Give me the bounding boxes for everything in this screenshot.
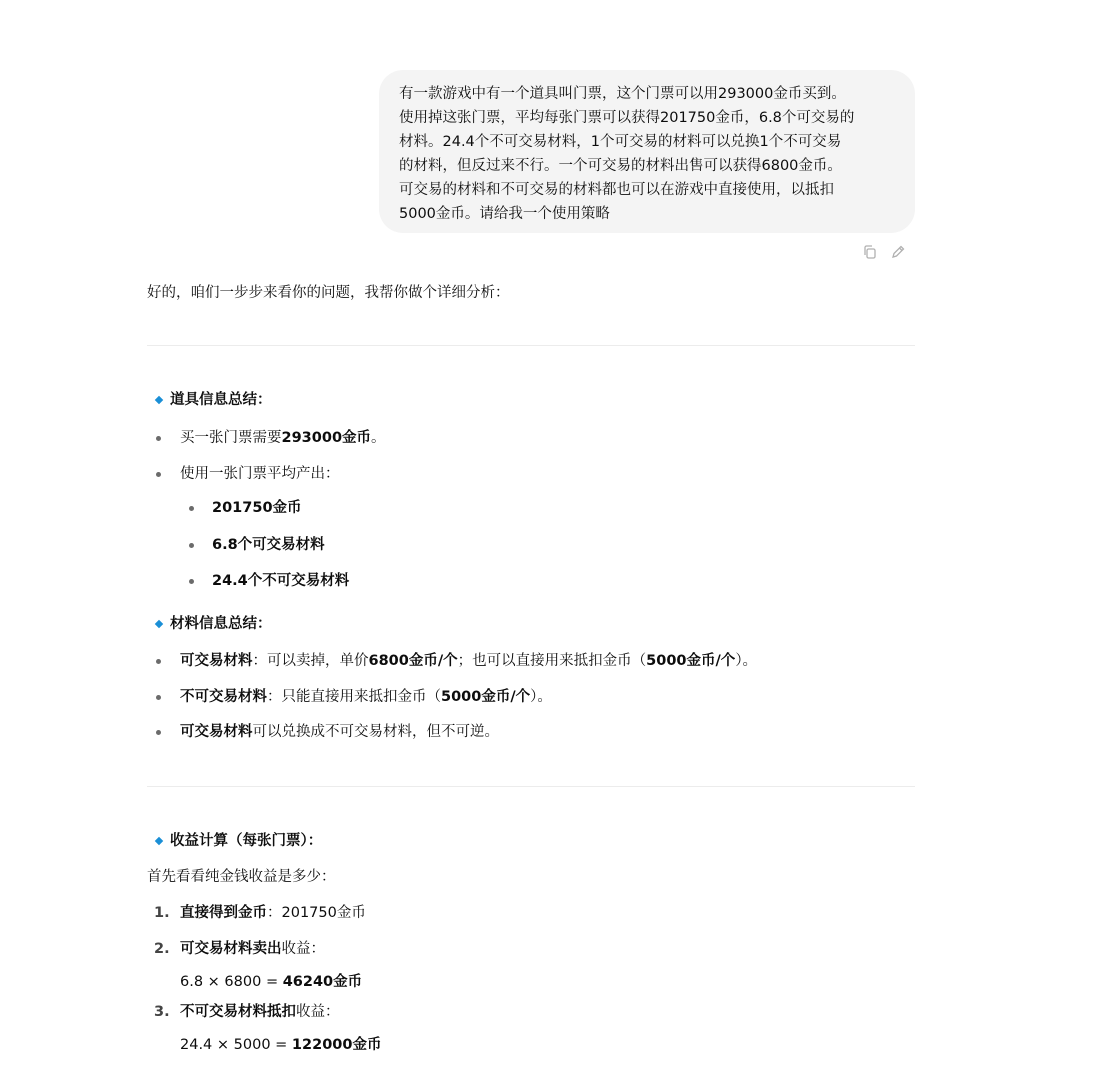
section-heading-text: 材料信息总结： <box>170 616 272 632</box>
bullet-icon <box>156 730 161 735</box>
diamond-icon <box>155 396 163 404</box>
bullet-icon <box>189 579 194 584</box>
ordered-list-item <box>154 1001 382 1056</box>
calc-line <box>180 1034 381 1056</box>
list-item <box>180 650 757 672</box>
list-item <box>180 463 340 485</box>
list-item <box>180 427 386 449</box>
list-number: 2. <box>154 941 170 957</box>
user-message-line: 有一款游戏中有一个道具叫门票，这个门票可以用293000金币买到。 <box>399 86 846 102</box>
list-item-bold: 不可交易材料抵扣 <box>180 1004 296 1020</box>
sub-list-item-text: 6.8个可交易材料 <box>212 537 325 553</box>
sub-list-item-text: 24.4个不可交易材料 <box>212 573 350 589</box>
diamond-icon <box>155 837 163 845</box>
bullet-icon <box>156 436 161 441</box>
list-item-text: ：可以卖掉，单价 <box>252 653 369 669</box>
user-message-line: 5000金币。请给我一个使用策略 <box>399 206 610 222</box>
list-item-text: 买一张门票需要 <box>180 430 282 446</box>
list-item-bold: 可交易材料卖出 <box>180 941 282 957</box>
list-number: 3. <box>154 1004 170 1020</box>
ordered-list-item <box>154 902 366 924</box>
ordered-list-item <box>154 938 363 993</box>
paragraph: 首先看看纯金钱收益是多少： <box>147 869 336 885</box>
bullet-icon <box>189 543 194 548</box>
user-message-bubble <box>379 70 915 233</box>
list-item-text: ；也可以直接用来抵扣金币（ <box>457 653 647 669</box>
divider <box>147 345 915 346</box>
list-item-bold: 6800金币/个 <box>368 653 458 669</box>
list-item-text: ）。 <box>530 689 552 705</box>
list-item <box>180 686 552 708</box>
section-heading-material-info <box>154 613 272 635</box>
section-heading-profit-calc <box>154 830 322 852</box>
bullet-icon <box>156 695 161 700</box>
list-item-bold: 可交易材料 <box>180 653 253 669</box>
calc-result: 46240金币 <box>282 974 363 990</box>
user-message-actions <box>862 244 906 260</box>
calc-result: 122000金币 <box>291 1037 382 1053</box>
calc-text: 6.8 × 6800 = <box>180 974 283 990</box>
list-item-text: 收益： <box>281 941 325 957</box>
copy-icon[interactable] <box>862 244 878 260</box>
list-item-bold: 直接得到金币 <box>180 905 267 921</box>
list-item-text: ：201750金币 <box>267 905 366 921</box>
divider <box>147 786 915 787</box>
sub-list-item <box>212 534 325 556</box>
list-item-text: 收益： <box>296 1004 340 1020</box>
list-item-bold: 可交易材料 <box>180 724 253 740</box>
section-heading-text: 道具信息总结： <box>170 392 272 408</box>
edit-icon[interactable] <box>890 244 906 260</box>
user-message-line: 材料。24.4个不可交易材料，1个可交易的材料可以兑换1个不可交易 <box>399 134 842 150</box>
sub-list-item <box>212 497 302 519</box>
user-message-line: 可交易的材料和不可交易的材料都也可以在游戏中直接使用，以抵扣 <box>399 182 834 198</box>
section-heading-text: 收益计算（每张门票）： <box>170 833 323 849</box>
list-item-bold: 5000金币/个 <box>646 653 736 669</box>
list-item-text: 。 <box>371 430 386 446</box>
section-heading-item-info <box>154 389 272 411</box>
response-intro: 好的，咱们一步步来看你的问题，我帮你做个详细分析： <box>147 285 510 301</box>
list-number: 1. <box>154 905 170 921</box>
list-item-bold: 5000金币/个 <box>441 689 531 705</box>
sub-list-item <box>212 570 349 592</box>
list-item-text: 使用一张门票平均产出： <box>180 466 340 482</box>
list-item-text: 可以兑换成不可交易材料，但不可逆。 <box>252 724 499 740</box>
list-item-bold: 不可交易材料 <box>180 689 267 705</box>
calc-line <box>180 971 362 993</box>
list-item-text: ）。 <box>735 653 758 669</box>
bullet-icon <box>156 659 161 664</box>
bullet-icon <box>189 506 194 511</box>
user-message-line: 使用掉这张门票，平均每张门票可以获得201750金币，6.8个可交易的 <box>399 110 855 126</box>
list-item-text: ：只能直接用来抵扣金币（ <box>267 689 441 705</box>
list-item <box>180 721 499 743</box>
sub-list-item-text: 201750金币 <box>212 500 302 516</box>
bullet-icon <box>156 472 161 477</box>
user-message-line: 的材料，但反过来不行。一个可交易的材料出售可以获得6800金币。 <box>399 158 842 174</box>
list-item-bold: 293000金币 <box>281 430 372 446</box>
calc-text: 24.4 × 5000 = <box>180 1037 292 1053</box>
diamond-icon <box>155 620 163 628</box>
